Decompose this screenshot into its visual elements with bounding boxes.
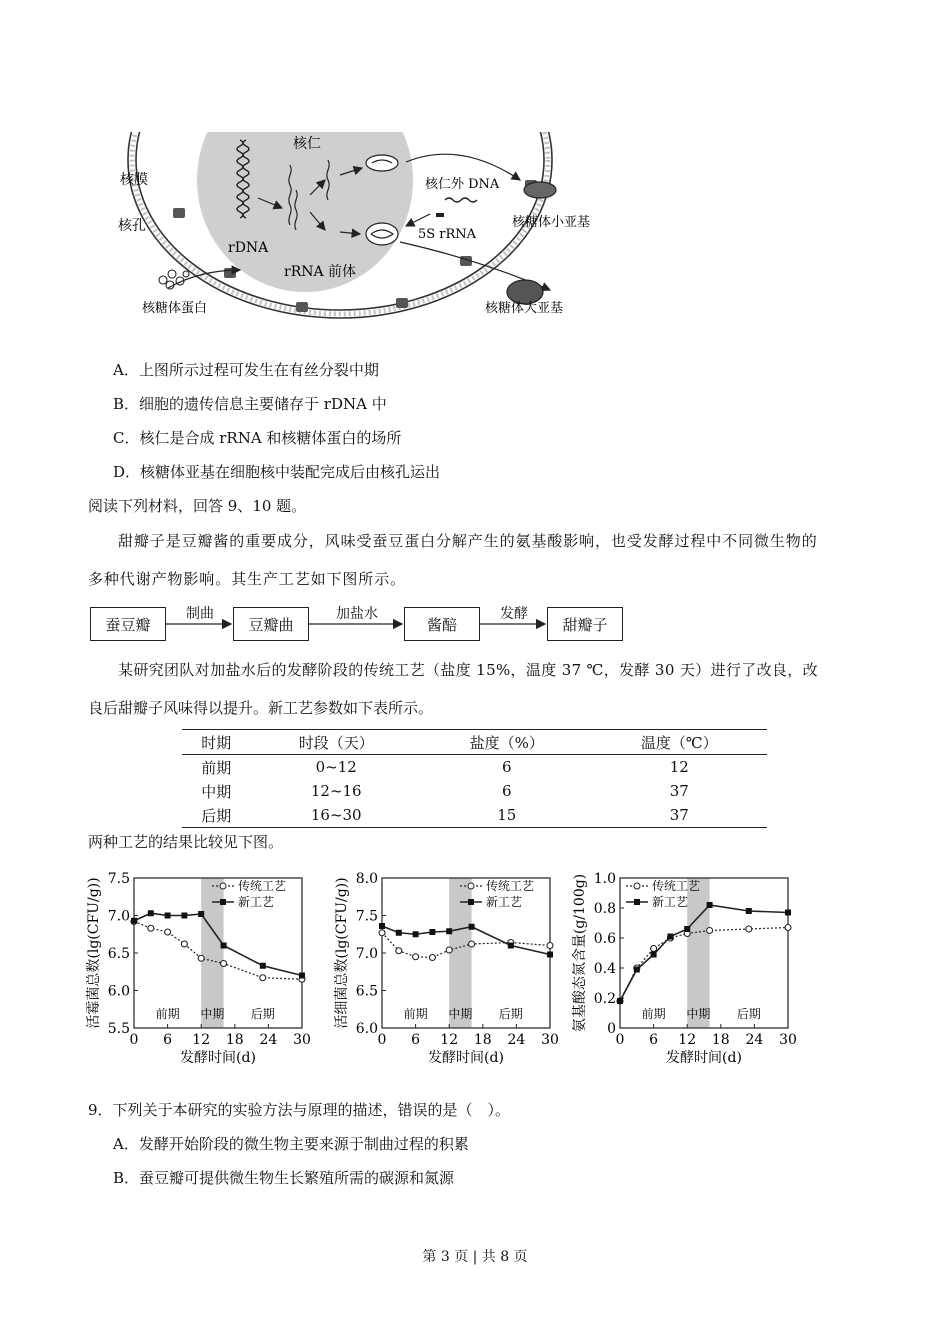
y-tick-label: 0 [607, 1021, 616, 1037]
x-tick-label: 6 [163, 1032, 173, 1048]
x-tick-label: 0 [615, 1032, 625, 1048]
data-point-traditional [446, 947, 452, 953]
data-point-traditional [707, 928, 713, 934]
data-point-new [508, 943, 514, 949]
table-header: 盐度（%） [469, 733, 544, 752]
data-point-new [165, 913, 171, 919]
y-tick-label: 6.5 [107, 946, 130, 962]
data-point-new [198, 911, 204, 917]
flow-box-broad-bean: 蚕豆瓣 [90, 607, 166, 641]
q9-stem: 9．下列关于本研究的实验方法与原理的描述，错误的是（ ）。 [88, 1101, 511, 1119]
label-large-subunit: 核糖体大亚基 [485, 301, 564, 316]
q8-option-a: A．上图所示过程可发生在有丝分裂中期 [113, 361, 379, 379]
table-cell: 15 [497, 806, 517, 824]
data-point-new [379, 923, 385, 929]
legend-label: 传统工艺 [486, 879, 535, 893]
table-cell: 后期 [201, 806, 232, 825]
table-cell: 中期 [201, 782, 232, 801]
y-tick-label: 6.5 [355, 983, 378, 1000]
data-point-new [651, 952, 657, 958]
flow-label-add-brine: 加盐水 [336, 606, 378, 622]
data-point-new [429, 929, 435, 935]
x-tick-label: 6 [411, 1032, 421, 1048]
legend-marker-traditional [634, 883, 640, 889]
legend-marker-new [220, 899, 226, 905]
phase-label: 中期 [448, 1007, 473, 1021]
x-tick-label: 24 [259, 1032, 278, 1048]
x-tick-label: 0 [129, 1032, 139, 1048]
phase-label: 中期 [200, 1007, 225, 1021]
data-point-traditional [651, 946, 657, 952]
legend-marker-traditional [220, 883, 226, 889]
phase-label: 后期 [250, 1007, 275, 1021]
q9-option-a: A．发酵开始阶段的微生物主要来源于制曲过程的积累 [113, 1135, 469, 1153]
y-tick-label: 7.0 [355, 946, 378, 962]
y-tick-label: 7.0 [107, 908, 130, 925]
data-point-traditional [148, 925, 154, 931]
material-p1-line1: 甜瓣子是豆瓣酱的重要成分，风味受蚕豆蛋白分解产生的氨基酸影响，也受发酵过程中不同微生物的 [118, 532, 818, 550]
phase-label: 前期 [403, 1007, 428, 1021]
data-point-new [181, 913, 187, 919]
x-tick-label: 30 [779, 1032, 797, 1048]
data-point-new [785, 910, 791, 916]
data-point-traditional [547, 943, 553, 949]
y-tick-label: 0.2 [593, 991, 616, 1007]
label-rrna-precursor: rRNA 前体 [284, 264, 357, 280]
table-cell: 0~12 [315, 758, 357, 776]
y-tick-label: 5.5 [107, 1021, 130, 1037]
data-point-traditional [785, 925, 791, 931]
data-point-new [131, 918, 137, 924]
material-p2-line2: 良后甜瓣子风味得以提升。新工艺参数如下表所示。 [88, 699, 434, 717]
label-rrna-5s: 5S rRNA [418, 227, 477, 242]
data-point-traditional [396, 948, 402, 954]
data-point-new [746, 908, 752, 914]
q9-option-b: B．蚕豆瓣可提供微生物生长繁殖所需的碳源和氮源 [113, 1169, 455, 1187]
chart-amino-nitrogen [572, 866, 812, 1066]
result-intro: 两种工艺的结果比较见下图。 [88, 833, 284, 851]
x-tick-label: 12 [440, 1032, 459, 1048]
table-row [182, 779, 767, 803]
x-tick-label: 12 [192, 1032, 211, 1048]
data-point-new [413, 931, 419, 937]
legend-label: 新工艺 [486, 895, 523, 909]
data-point-traditional [181, 941, 187, 947]
y-tick-label: 1.0 [593, 871, 616, 887]
table-cell: 前期 [201, 758, 232, 777]
reading-intro: 阅读下列材料，回答 9、10 题。 [88, 497, 307, 515]
table-row [182, 755, 767, 780]
data-point-new [469, 924, 475, 930]
x-tick-label: 24 [507, 1032, 526, 1048]
y-tick-label: 7.5 [355, 908, 378, 925]
data-point-traditional [165, 929, 171, 935]
phase-label: 后期 [498, 1007, 523, 1021]
data-point-traditional [746, 926, 752, 932]
legend-label: 新工艺 [238, 895, 275, 909]
data-point-new [684, 926, 690, 932]
legend-marker-traditional [468, 883, 474, 889]
y-axis-label: 氨基酸态氮含量(g/100g) [572, 873, 588, 1033]
x-axis-label: 发酵时间(d) [428, 1050, 504, 1066]
material-p1-line2: 多种代谢产物影响。其生产工艺如下图所示。 [88, 570, 407, 588]
legend-marker-new [634, 899, 640, 905]
data-point-traditional [198, 955, 204, 961]
legend-label: 新工艺 [652, 895, 689, 909]
y-tick-label: 0.6 [593, 931, 616, 947]
phase-label: 后期 [736, 1007, 761, 1021]
x-tick-label: 12 [678, 1032, 697, 1048]
data-point-new [260, 963, 266, 969]
material-p2-line1: 某研究团队对加盐水后的发酵阶段的传统工艺（盐度 15%，温度 37 ℃，发酵 30 天）进行了改良，改 [118, 661, 818, 679]
table-row [182, 803, 767, 828]
data-point-new [707, 902, 713, 908]
extra-nucleolar-dna-coil [445, 198, 477, 202]
table-header: 温度（℃） [640, 733, 718, 752]
y-tick-label: 0.4 [593, 961, 616, 977]
data-point-new [667, 934, 673, 940]
data-point-traditional [413, 954, 419, 960]
rrna-5s-mark [436, 213, 444, 217]
table-header: 时段（天） [298, 733, 374, 752]
data-point-new [617, 998, 623, 1004]
y-tick-label: 0.8 [593, 901, 616, 917]
chart-bacteria-count [334, 866, 574, 1066]
x-tick-label: 24 [745, 1032, 764, 1048]
label-nuclear-pore: 核孔 [118, 218, 146, 234]
data-point-traditional [260, 975, 266, 981]
table-cell: 6 [501, 782, 512, 800]
legend-label: 传统工艺 [238, 879, 287, 893]
y-tick-label: 6.0 [355, 1021, 378, 1037]
flow-arrows [0, 600, 950, 650]
table-cell: 16~30 [310, 806, 362, 824]
phase-label: 前期 [641, 1007, 666, 1021]
flow-label-ferment: 发酵 [500, 606, 528, 622]
y-axis-label: 活霉菌总数(lg(CFU/g)) [86, 877, 102, 1029]
q8-option-b: B．细胞的遗传信息主要储存于 rDNA 中 [113, 395, 387, 413]
label-nuclear-membrane: 核膜 [120, 172, 148, 188]
table-header: 时期 [201, 733, 232, 752]
phase-shade [687, 878, 709, 1028]
data-point-traditional [221, 961, 227, 967]
table-cell: 37 [669, 782, 689, 800]
y-axis-label: 活细菌总数(lg(CFU/g)) [334, 877, 350, 1029]
data-point-new [148, 910, 154, 916]
data-point-traditional [429, 955, 435, 961]
y-tick-label: 6.0 [107, 983, 130, 1000]
table-cell: 37 [669, 806, 689, 824]
data-point-traditional [379, 930, 385, 936]
q8-option-c: C．核仁是合成 rRNA 和核糖体蛋白的场所 [113, 429, 402, 447]
table-cell: 6 [501, 758, 512, 776]
x-axis-label: 发酵时间(d) [666, 1050, 742, 1066]
data-point-new [547, 952, 553, 958]
legend-label: 传统工艺 [652, 879, 701, 893]
flow-label-koji-making: 制曲 [186, 606, 214, 622]
x-tick-label: 18 [473, 1032, 492, 1048]
x-tick-label: 18 [711, 1032, 730, 1048]
phase-label: 前期 [155, 1007, 180, 1021]
label-nucleolus: 核仁 [293, 136, 321, 152]
label-small-subunit: 核糖体小亚基 [512, 215, 591, 230]
flow-box-koji: 豆瓣曲 [233, 607, 309, 641]
x-tick-label: 0 [377, 1032, 387, 1048]
chart-mold-count [86, 866, 326, 1066]
x-tick-label: 6 [649, 1032, 659, 1048]
table-cell: 12~16 [310, 782, 362, 800]
legend-marker-new [468, 899, 474, 905]
data-point-new [396, 930, 402, 936]
table-cell: 12 [669, 758, 689, 776]
y-tick-label: 8.0 [355, 871, 378, 887]
table-header-row [182, 730, 767, 755]
flow-box-sweet-petal: 甜瓣子 [547, 607, 623, 641]
data-point-new [299, 973, 305, 979]
label-rdna: rDNA [228, 240, 269, 256]
x-tick-label: 18 [225, 1032, 244, 1048]
x-tick-label: 30 [541, 1032, 559, 1048]
phase-label: 中期 [686, 1007, 711, 1021]
data-point-traditional [469, 941, 475, 947]
q8-option-d: D．核糖体亚基在细胞核中装配完成后由核孔运出 [113, 463, 441, 481]
flow-box-mash: 酱醅 [404, 607, 480, 641]
new-process-parameter-table [182, 729, 767, 828]
ribosome-assembly-diagram [100, 130, 620, 330]
y-tick-label: 7.5 [107, 871, 130, 887]
data-point-new [221, 943, 227, 949]
data-point-new [634, 967, 640, 973]
page-footer: 第 3 页 | 共 8 页 [422, 1249, 528, 1265]
x-axis-label: 发酵时间(d) [180, 1050, 256, 1066]
data-point-new [446, 928, 452, 934]
x-tick-label: 30 [293, 1032, 311, 1048]
label-extra-nucleolar-dna: 核仁外 DNA [425, 177, 500, 192]
label-ribosomal-protein: 核糖体蛋白 [142, 301, 208, 316]
